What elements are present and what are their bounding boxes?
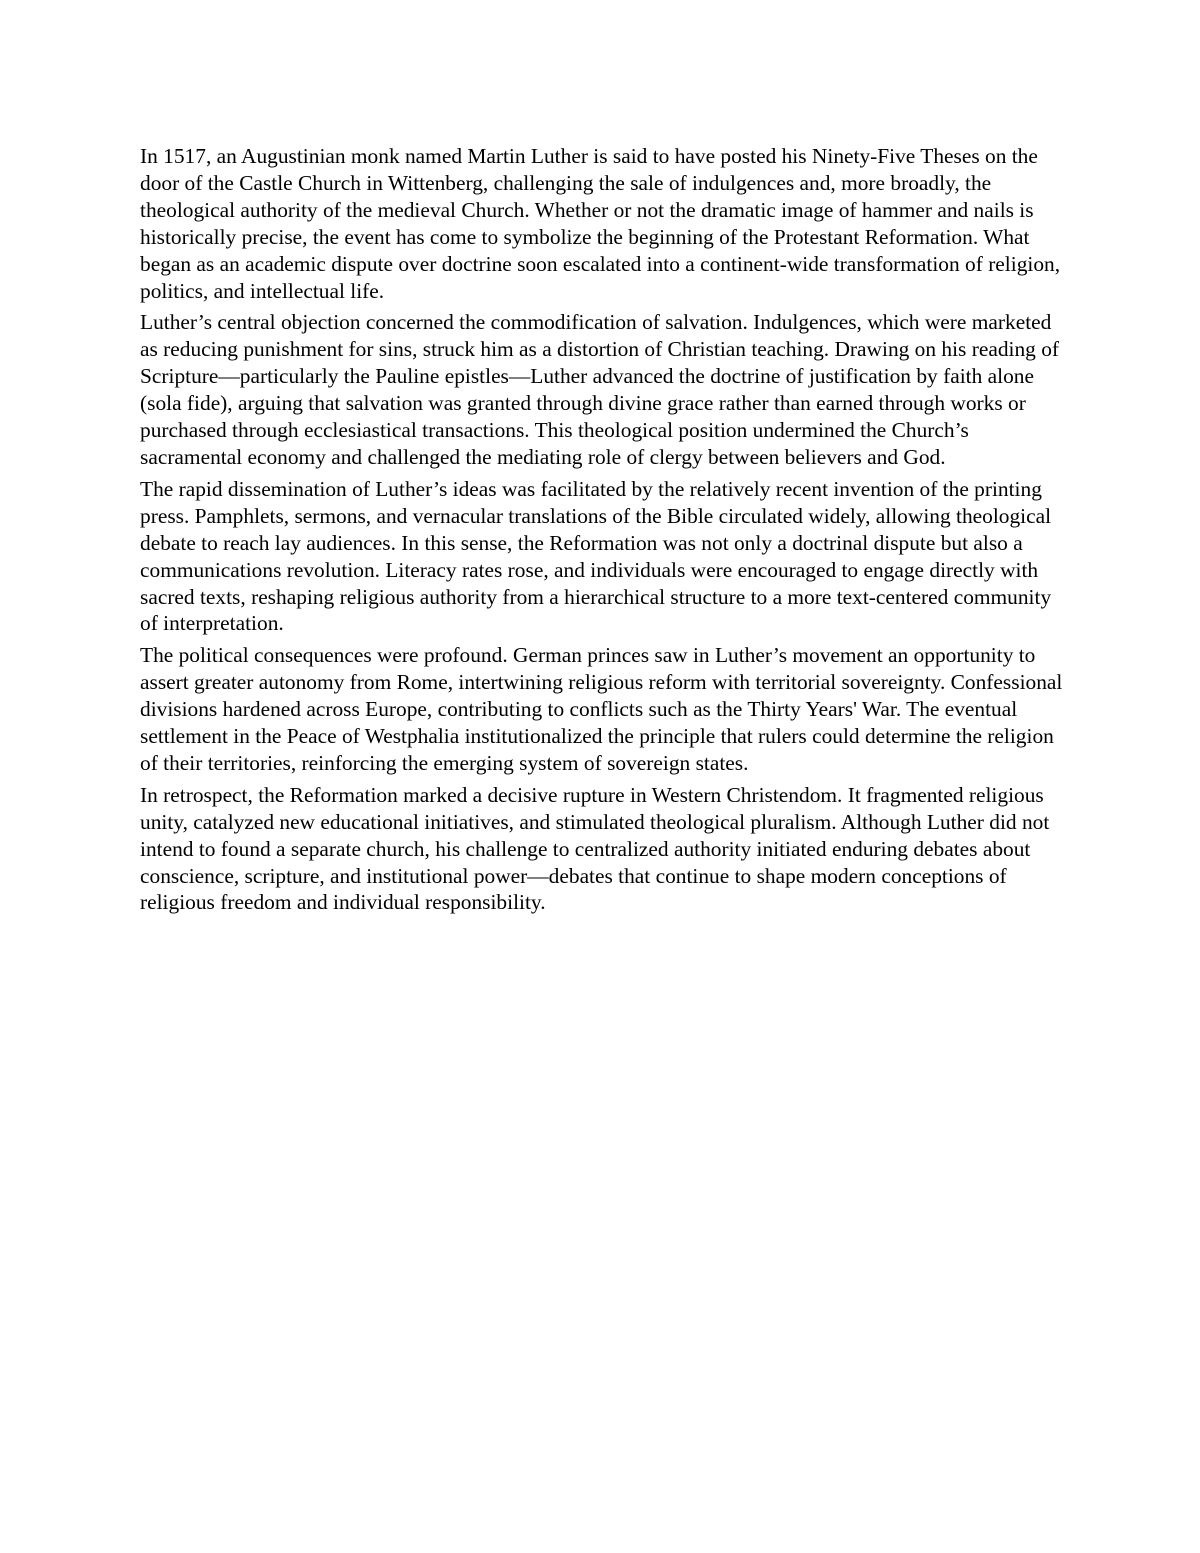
document-body: [140, 143, 1065, 921]
paragraph-1: In 1517, an Augustinian monk named Martin Luther is said to have posted his Ninety-Five Theses on the door of the Castle Church in Wittenberg, challenging the sale of indulgences and, more broadly, the theological authority of the medieval Church. Whether or not the dramatic image of hammer and nails is historically precise, the event has come to symbolize the beginning of the Protestant Reformation. What began as an academic dispute over doctrine soon escalated into a continent-wide transformation of religion, politics, and intellectual life.: [140, 144, 1061, 303]
paragraph-2: Luther’s central objection concerned the commodification of salvation. Indulgences, which were marketed as reducing punishment for sins, struck him as a distortion of Christian teaching. Drawing on his reading of Scripture—particularly the Pauline epistles—Luther advanced the doctrine of justification by faith alone (sola fide), arguing that salvation was granted through divine grace rather than earned through works or purchased through ecclesiastical transactions. This theological position undermined the Church’s sacramental economy and challenged the mediating role of clergy between believers and God.: [140, 310, 1060, 469]
paragraph-3: The rapid dissemination of Luther’s ideas was facilitated by the relatively recent invention of the printing press. Pamphlets, sermons, and vernacular translations of the Bible circulated widely, allowing theological debate to reach lay audiences. In this sense, the Reformation was not only a doctrinal dispute but also a communications revolution. Literacy rates rose, and individuals were encouraged to engage directly with sacred texts, reshaping religious authority from a hierarchical structure to a more text-centered community of interpretation.: [140, 476, 1052, 636]
paragraph-4: The political consequences were profound. German princes saw in Luther’s movement an opportunity to assert greater autonomy from Rome, intertwining religious reform with territorial sovereignty. Confessional divisions hardened across Europe, contributing to conflicts such as the Thirty Years' War. The eventual settlement in the Peace of Westphalia institutionalized the principle that rulers could determine the religion of their territories, reinforcing the emerging system of sovereign states.: [140, 643, 1063, 775]
paragraph-5: In retrospect, the Reformation marked a decisive rupture in Western Christendom. It fragmented religious unity, catalyzed new educational initiatives, and stimulated theological pluralism. Although Luther did not intend to found a separate church, his challenge to centralized authority initiated enduring debates about conscience, scripture, and institutional power—debates that continue to shape modern conceptions of religious freedom and individual responsibility.: [140, 782, 1050, 915]
